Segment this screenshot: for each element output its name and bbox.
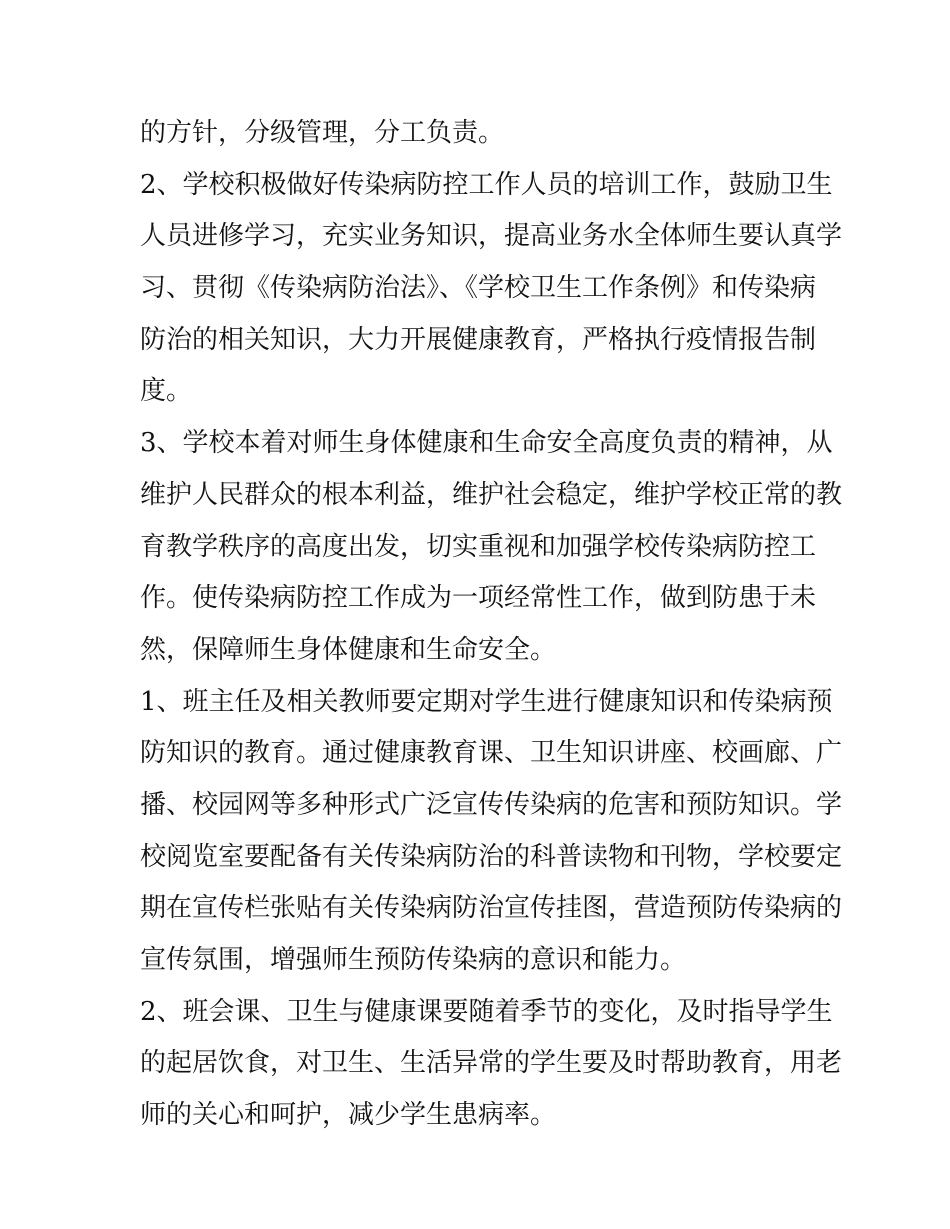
- text-line: 宣传氛围，增强师生预防传染病的意识和能力。: [140, 945, 687, 975]
- text-line: 3、学校本着对师生身体健康和生命安全高度负责的精神，从: [140, 428, 833, 459]
- text-line: 1、班主任及相关教师要定期对学生进行健康知识和传染病预: [140, 686, 833, 717]
- text-line: 防知识的教育。通过健康教育课、卫生知识讲座、校画廊、广: [140, 738, 843, 769]
- text-line: 期在宣传栏张贴有关传染病防治宣传挂图，营造预防传染病的: [140, 893, 843, 924]
- text-line: 防治的相关知识，大力开展健康教育，严格执行疫情报告制: [140, 324, 817, 355]
- text-line: 的起居饮食，对卫生、生活异常的学生要及时帮助教育，用老: [140, 1048, 843, 1079]
- text-line: 人员进修学习，充实业务知识，提高业务水全体师生要认真学: [140, 221, 843, 252]
- text-line: 播、校园网等多种形式广泛宣传传染病的危害和预防知识。学: [140, 789, 843, 820]
- text-line: 2、班会课、卫生与健康课要随着季节的变化，及时指导学生: [140, 996, 833, 1027]
- text-line: 校阅览室要配备有关传染病防治的科普读物和刊物，学校要定: [140, 841, 843, 872]
- document-body: [140, 108, 843, 1142]
- text-line: 师的关心和呵护，减少学生患病率。: [140, 1100, 557, 1131]
- text-line: 2、学校积极做好传染病防控工作人员的培训工作，鼓励卫生: [140, 169, 833, 200]
- text-line: 的方针，分级管理，分工负责。: [140, 118, 505, 148]
- text-line: 习、贯彻《传染病防治法》、《学校卫生工作条例》和传染病: [140, 273, 817, 304]
- text-line: 然，保障师生身体健康和生命安全。: [140, 634, 557, 665]
- text-line: 作。使传染病防控工作成为一项经常性工作，做到防患于未: [140, 583, 817, 614]
- text-line: 度。: [140, 376, 193, 407]
- text-line: 育教学秩序的高度出发，切实重视和加强学校传染病防控工: [140, 531, 817, 562]
- text-line: 维护人民群众的根本利益，维护社会稳定，维护学校正常的教: [140, 479, 843, 510]
